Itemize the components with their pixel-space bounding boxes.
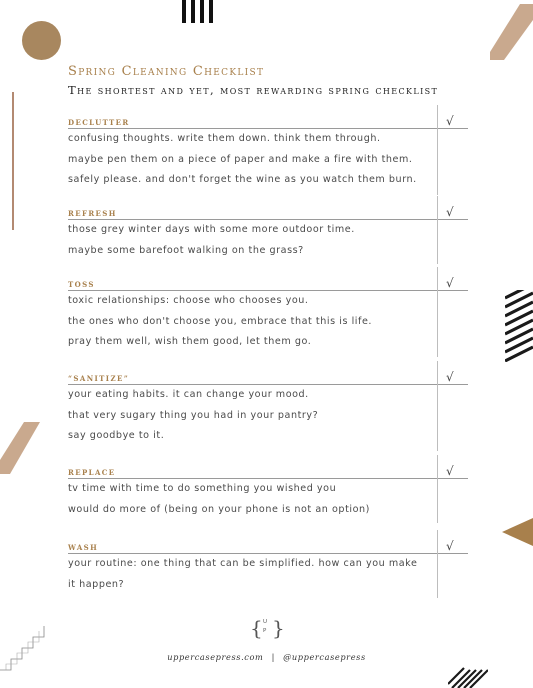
list-item: those grey winter days with some more outdoor time.: [68, 224, 355, 235]
list-item: the ones who don't choose you, embrace that this is life.: [68, 315, 372, 327]
logo: [250, 616, 285, 642]
checkmark-icon[interactable]: √: [446, 205, 454, 219]
footer-site-link[interactable]: uppercasepress.com: [167, 652, 264, 662]
logo-brace-right: }: [272, 616, 285, 640]
page-title: Spring Cleaning Checklist: [68, 64, 265, 79]
checkmark-icon[interactable]: √: [446, 276, 454, 290]
list-item: pray them well, wish them good, let them go.: [68, 336, 312, 347]
decorative-diagonal-stripes-icon: [505, 290, 533, 362]
page-subtitle: The shortest and yet, most rewarding spring checklist: [68, 83, 439, 97]
section-wash: [68, 538, 468, 595]
list-item: maybe pen them on a piece of paper and make a fire with them.: [68, 153, 413, 165]
decorative-stairs-icon: [0, 626, 45, 671]
list-item: toxic relationships: choose who chooses you.: [68, 295, 309, 306]
list-item: say goodbye to it.: [68, 430, 165, 441]
decorative-circle-stripes-icon: [448, 660, 488, 688]
list-item: your routine: one thing that can be simplified. how can you make: [68, 558, 418, 569]
section-label: WASH: [68, 543, 99, 552]
section-replace: [68, 463, 468, 520]
footer-separator: |: [271, 652, 275, 662]
footer: [0, 652, 533, 662]
decorative-tan-stripe-left: [0, 422, 40, 474]
checkmark-icon[interactable]: √: [446, 370, 454, 384]
section-refresh: [68, 204, 468, 261]
decorative-bars-icon: [182, 0, 214, 23]
logo-letter: U: [263, 619, 268, 625]
decorative-triangle: [502, 518, 533, 546]
section-label: “SANITIZE”: [68, 374, 130, 383]
logo-letter: P: [263, 628, 267, 634]
list-item: would do more of (being on your phone is not an option): [68, 503, 370, 515]
decorative-vertical-line: [12, 92, 14, 230]
section-label: TOSS: [68, 280, 95, 289]
list-item: safely please. and don't forget the wine as you watch them burn.: [68, 174, 417, 185]
checkmark-icon[interactable]: √: [446, 114, 454, 128]
list-item: your eating habits. it can change your mood.: [68, 389, 309, 400]
list-item: maybe some barefoot walking on the grass?: [68, 244, 304, 256]
section-declutter: [68, 113, 468, 191]
section-toss: [68, 275, 468, 353]
footer-handle-link[interactable]: @uppercasepress: [283, 652, 366, 662]
list-item: that very sugary thing you had in your pantry?: [68, 409, 319, 421]
decorative-tan-stripe: [490, 0, 533, 62]
checkmark-icon[interactable]: √: [446, 539, 454, 553]
list-item: confusing thoughts. write them down. think them through.: [68, 133, 381, 144]
list-item: tv time with time to do something you wished you: [68, 483, 337, 494]
logo-brace-left: {: [250, 616, 263, 640]
section-label: DECLUTTER: [68, 118, 130, 127]
section-label: REFRESH: [68, 209, 117, 218]
checkmark-icon[interactable]: √: [446, 464, 454, 478]
section-sanitize: [68, 369, 468, 447]
decorative-circle: [22, 21, 61, 60]
list-item: it happen?: [68, 578, 125, 590]
section-label: REPLACE: [68, 468, 116, 477]
